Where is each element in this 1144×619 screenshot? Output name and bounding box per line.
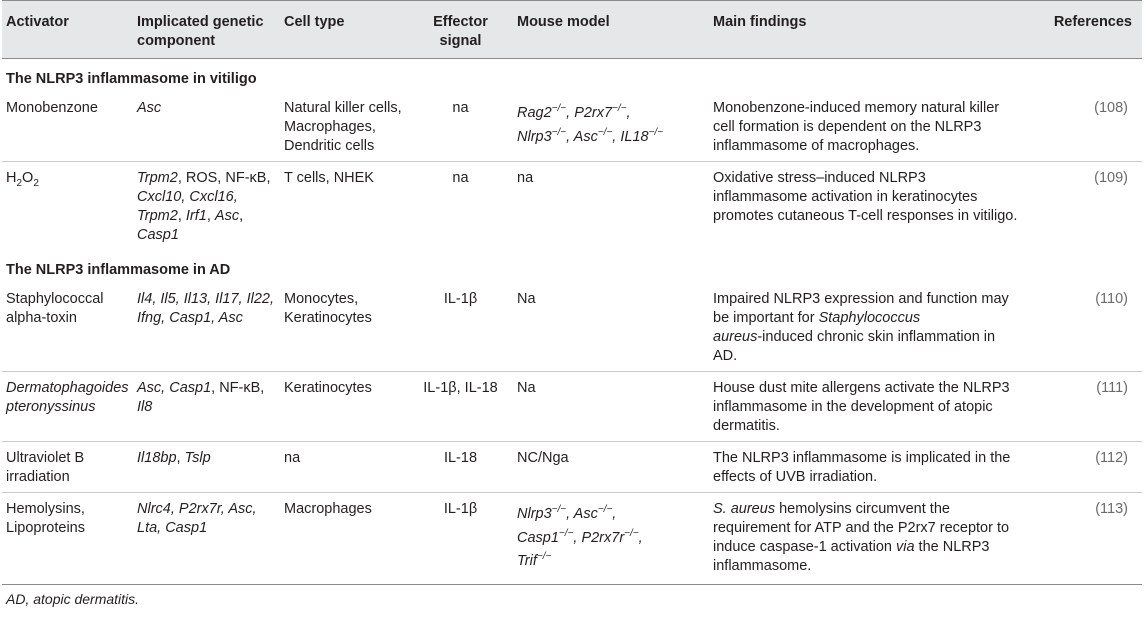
reference-cell: (112)	[1038, 442, 1142, 493]
cell-type-cell: Keratinocytes	[280, 372, 408, 442]
effector-signal-cell: IL-1β	[408, 493, 513, 585]
table-body	[2, 59, 1142, 585]
activator-cell: Dermatophagoides pteronyssinus	[2, 372, 133, 442]
activator-cell: Staphylococcal alpha-toxin	[2, 283, 133, 372]
header-genetic-component: Implicated genetic component	[133, 1, 280, 59]
section-row	[2, 250, 1142, 283]
cell-type-cell: na	[280, 442, 408, 493]
main-findings-cell: The NLRP3 inflammasome is implicated in the effects of UVB irradiation.	[709, 442, 1038, 493]
header-references: References	[1038, 1, 1142, 59]
effector-signal-cell: na	[408, 92, 513, 162]
mouse-model-cell: NC/Nga	[513, 442, 709, 493]
genetic-component-cell: Nlrc4, P2rx7r, Asc, Lta, Casp1	[133, 493, 280, 585]
inflammasome-table	[2, 0, 1142, 585]
cell-type-cell: Macrophages	[280, 493, 408, 585]
genetic-component-cell: Trpm2, ROS, NF-κB, Cxcl10, Cxcl16, Trpm2, Irf1, Asc, Casp1	[137, 170, 271, 243]
genetic-component-cell: Il4, Il5, Il13, Il17, Il22, Ifng, Casp1, Asc	[133, 283, 280, 372]
table-footnote: AD, atopic dermatitis.	[6, 591, 140, 607]
table-row	[2, 372, 1142, 442]
mouse-model-cell: Nlrp3−/−, Asc−/−, Casp1−/−, P2rx7r−/−, Trif−/−	[513, 493, 709, 585]
main-findings-cell: Impaired NLRP3 expression and function may be important for Staphylococcus aureus-induced chronic skin inflammation in AD.	[709, 283, 1038, 372]
activator-cell: Monobenzone	[2, 92, 133, 162]
table-row	[2, 442, 1142, 493]
activator-cell: Hemolysins, Lipoproteins	[2, 493, 133, 585]
mouse-model-cell: Na	[513, 372, 709, 442]
cell-type-cell: T cells, NHEK	[284, 170, 374, 186]
main-findings-cell: Monobenzone-induced memory natural killer cell formation is dependent on the NLRP3 inflammasome of macrophages.	[709, 92, 1038, 162]
header-mouse-model: Mouse model	[513, 1, 709, 59]
effector-signal-cell: IL-18	[408, 442, 513, 493]
main-findings-cell: House dust mite allergens activate the NLRP3 inflammasome in the development of atopic dermatitis.	[709, 372, 1038, 442]
section-row	[2, 59, 1142, 93]
table-header	[2, 1, 1142, 59]
genetic-component-cell: Asc	[133, 92, 280, 162]
effector-signal-cell: IL-1β	[408, 283, 513, 372]
section-title: The NLRP3 inflammasome in vitiligo	[6, 71, 257, 87]
main-findings-cell: S. aureus hemolysins circumvent the requirement for ATP and the P2rx7 receptor to induce caspase-1 activation via the NLRP3 inflammasome.	[709, 493, 1038, 585]
effector-signal-cell: na	[452, 170, 469, 186]
section-title: The NLRP3 inflammasome in AD	[6, 262, 231, 278]
reference-cell: (113)	[1038, 493, 1142, 585]
reference-cell: (108)	[1038, 92, 1142, 162]
mouse-model-cell: na	[517, 170, 534, 186]
reference-cell: (110)	[1038, 283, 1142, 372]
reference-cell: (111)	[1038, 372, 1142, 442]
header-cell-type: Cell type	[280, 1, 408, 59]
mouse-model-cell: Rag2−/−, P2rx7−/−, Nlrp3−/−, Asc−/−, IL18−/−	[513, 92, 709, 162]
header-activator: Activator	[2, 1, 133, 59]
mouse-model-cell: Na	[513, 283, 709, 372]
genetic-component-cell: Asc, Casp1, NF-κB, Il8	[133, 372, 280, 442]
activator-cell: Ultraviolet B irradiation	[2, 442, 133, 493]
table-row	[2, 162, 1142, 251]
table-row	[2, 283, 1142, 372]
cell-type-cell: Monocytes, Keratinocytes	[280, 283, 408, 372]
reference-cell: (109)	[1094, 170, 1128, 186]
table-row	[2, 92, 1142, 162]
main-findings-cell: Oxidative stress–induced NLRP3 inflammasome activation in keratinocytes promotes cutaneous T-cell responses in vitiligo.	[713, 170, 1018, 224]
activator-cell: $H_2O_2$	[6, 170, 39, 189]
header-main-findings: Main findings	[709, 1, 1038, 59]
genetic-component-cell: Il18bp, Tslp	[133, 442, 280, 493]
cell-type-cell: Natural killer cells, Macrophages, Dendritic cells	[280, 92, 408, 162]
table-row	[2, 493, 1142, 585]
effector-signal-cell: IL-1β, IL-18	[408, 372, 513, 442]
header-effector-signal: Effector signal	[408, 1, 513, 59]
